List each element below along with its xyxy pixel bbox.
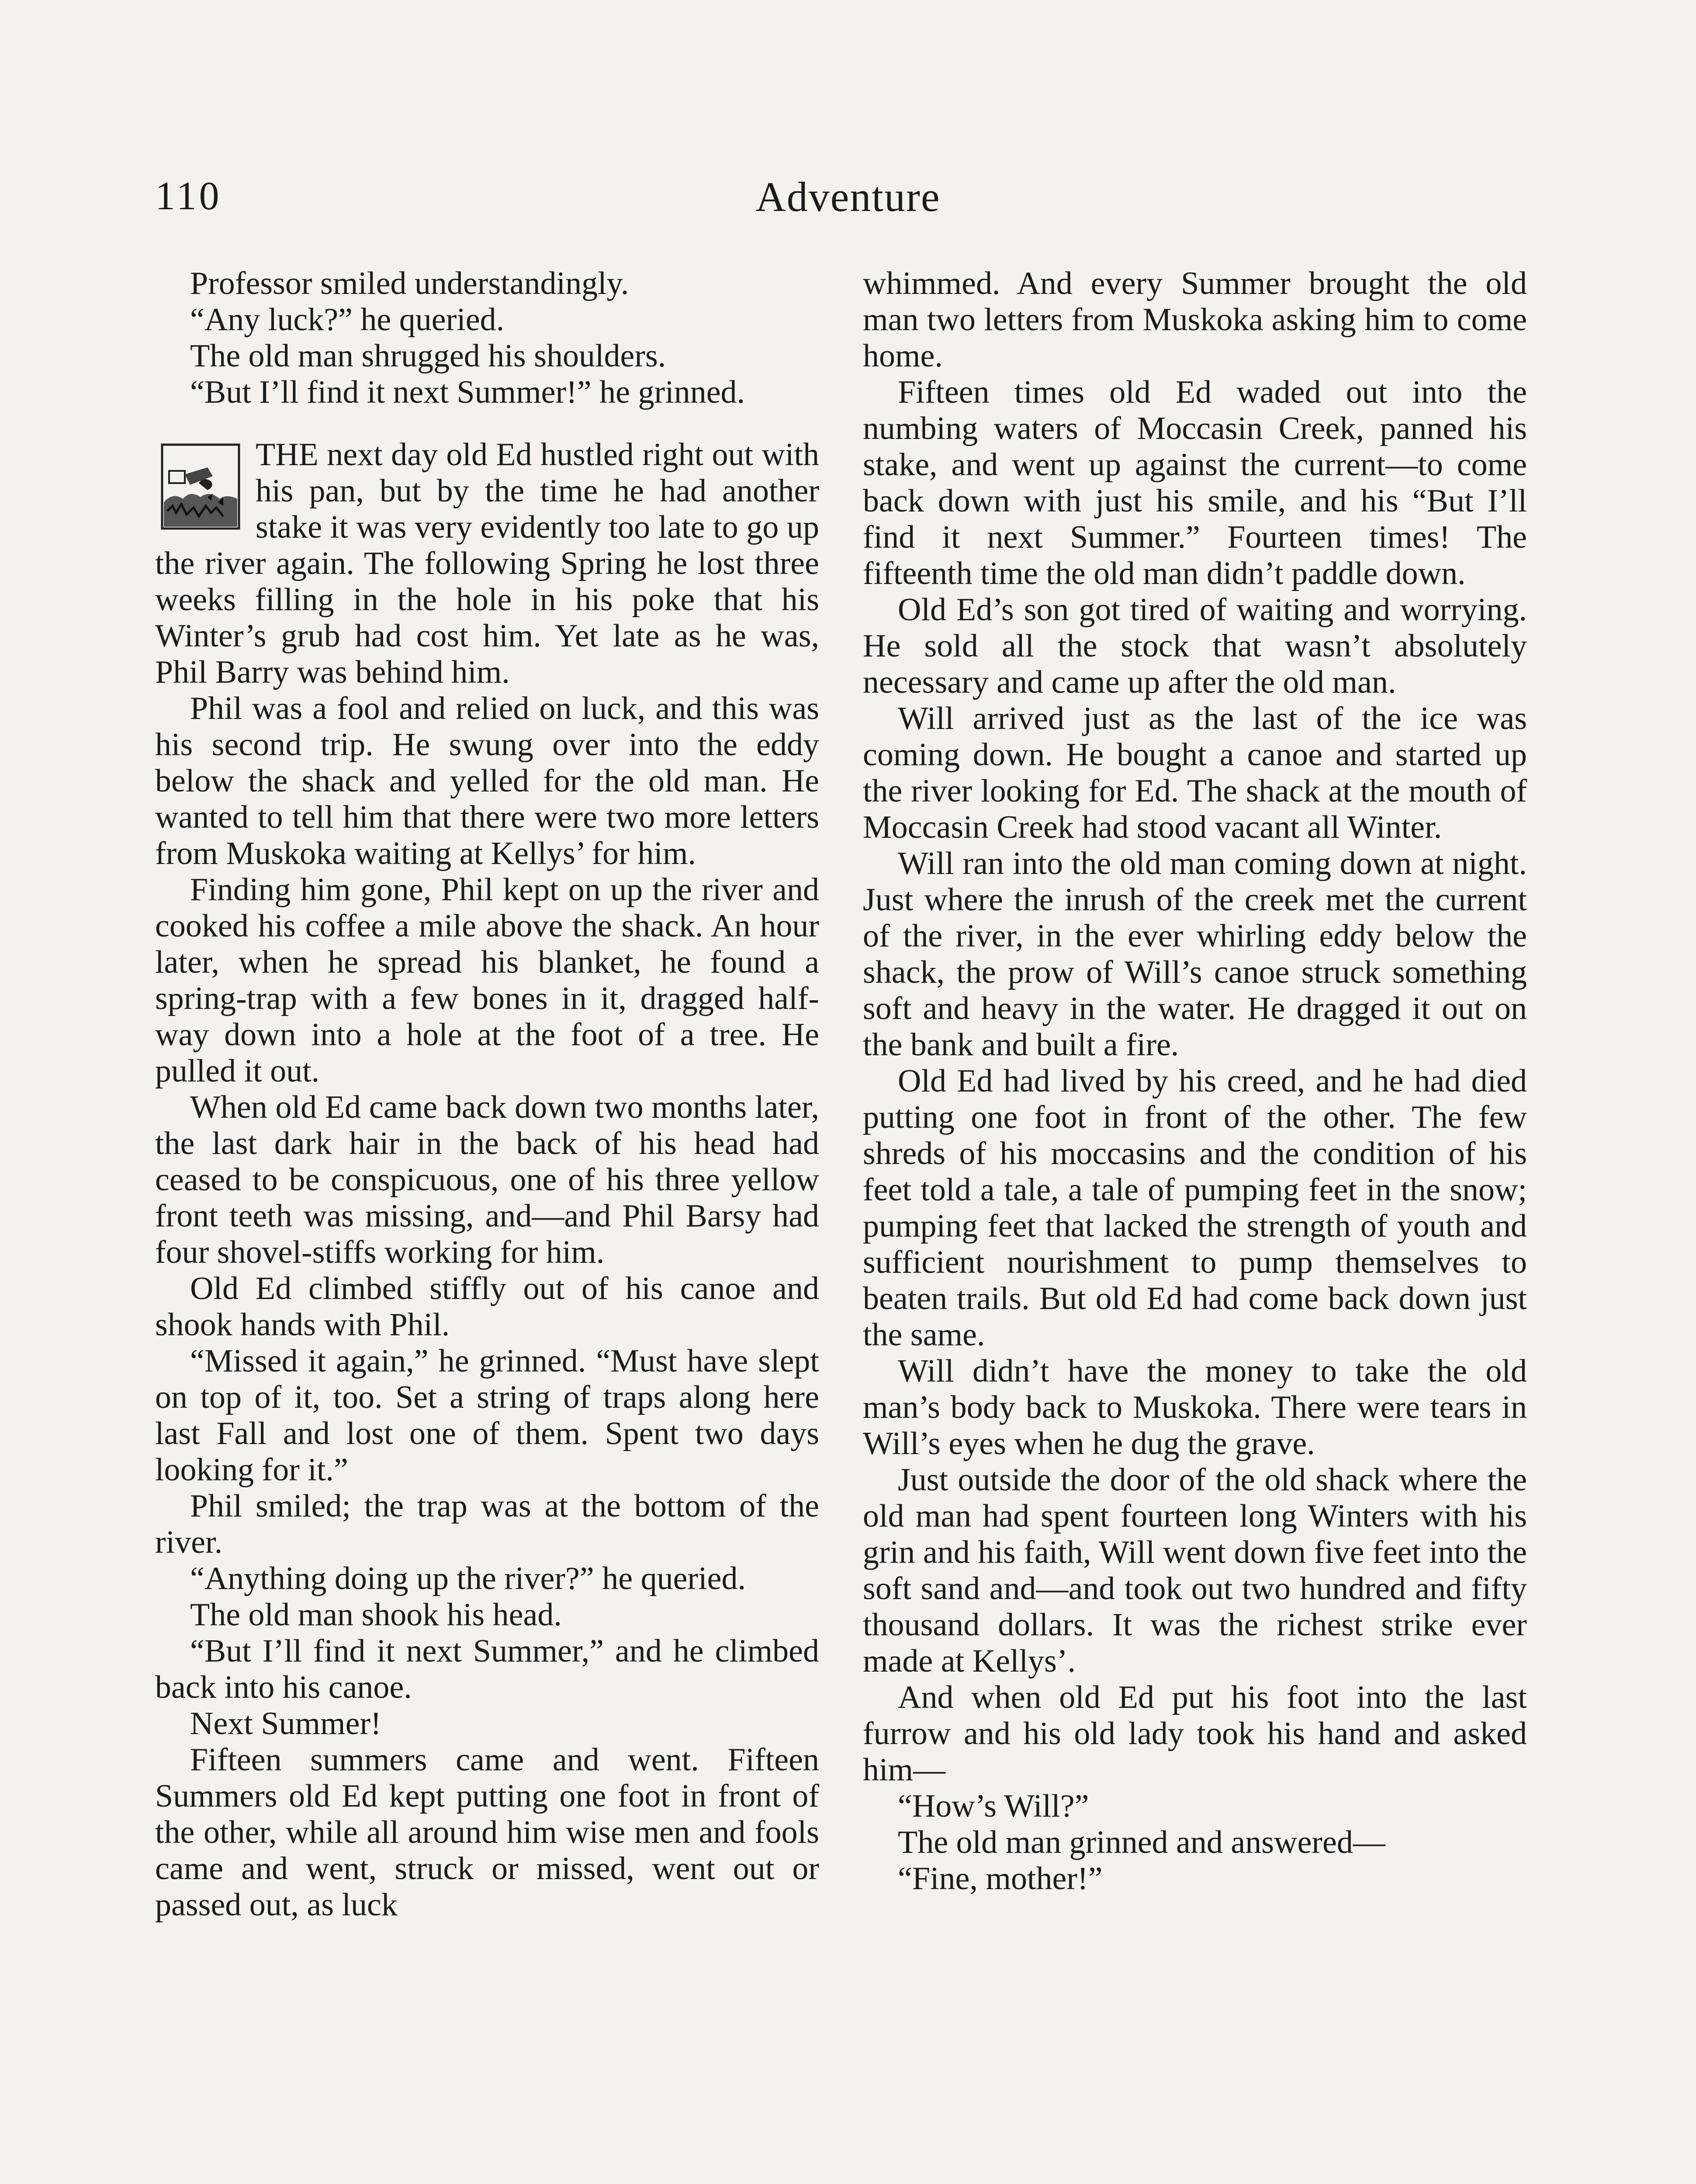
paragraph: And when old Ed put his foot into the last furrow and his old lady took his hand and asked him— bbox=[863, 1679, 1527, 1788]
paragraph: Old Ed had lived by his creed, and he had died putting one foot in front of the other. The few shreds of his moccasins and the condition of his feet told a tale, a tale of pumping feet in the snow; pumping feet that lacked the strength of youth and sufficient nourishment to pump themselves to beaten trails. But old Ed had come back down just the same. bbox=[863, 1063, 1527, 1353]
paragraph: The old man shook his head. bbox=[190, 1597, 562, 1633]
paragraph: Finding him gone, Phil kept on up the river and cooked his coffee a mile above the shack. An hour later, when he spread his blanket, he found a spring-trap with a few bones in it, dragged half-way down into a hole at the foot of a tree. He pulled it out. bbox=[155, 872, 819, 1089]
paragraph-continued: whimmed. And every Summer brought the old man two letters from Muskoka asking him to come home. bbox=[863, 266, 1527, 374]
paragraph: The old man shrugged his shoulders. bbox=[190, 338, 666, 374]
paragraph: Old Ed climbed stiffly out of his canoe and shook hands with Phil. bbox=[155, 1271, 819, 1343]
paragraph: Fifteen times old Ed waded out into the numbing waters of Moccasin Creek, panned his stake, and went up against the current—to come back down with just his smile, and his “But I’ll find it next Summer.” Fourteen times! The fifteenth time the old man didn’t paddle down. bbox=[863, 374, 1527, 591]
paragraph: Next Summer! bbox=[190, 1706, 381, 1742]
paragraph: “But I’ll find it next Summer!” he grinned. bbox=[190, 374, 745, 410]
paragraph-text: THE next day old Ed hustled right out with his pan, but by the time he had another stake it was very evidently too late to go up the river again. The following Spring he lost three weeks filling in the hole in his poke that his Winter’s grub had cost him. Yet late as he was, Phil Barry was behind him. bbox=[155, 437, 819, 690]
paragraph: “Any luck?” he queried. bbox=[190, 302, 505, 338]
paragraph: Professor smiled understandingly. bbox=[190, 266, 629, 301]
section-opening-paragraph bbox=[155, 437, 819, 691]
page-number: 110 bbox=[155, 173, 222, 218]
paragraph: Phil was a fool and relied on luck, and this was his second trip. He swung over into the eddy below the shack and yelled for the old man. He wanted to tell him that there were two more letters from Muskoka waiting at Kellys’ for him. bbox=[155, 691, 819, 871]
paragraph: Fifteen summers came and went. Fifteen Summers old Ed kept putting one foot in front of the other, while all around him wise men and fools came and went, struck or missed, went out or passed out, as luck bbox=[155, 1742, 819, 1923]
paragraph: “Missed it again,” he grinned. “Must have slept on top of it, too. Set a string of traps along here last Fall and lost one of them. Spent two days looking for it.” bbox=[155, 1343, 819, 1488]
paragraph: Just outside the door of the old shack where the old man had spent fourteen long Winters with his grin and his faith, Will went down five feet into the soft sand and—and took out two hundred and fifty thousand dollars. It was the richest strike ever made at Kellys’. bbox=[863, 1462, 1527, 1679]
running-head-title: Adventure bbox=[755, 173, 941, 220]
paragraph: “But I’ll find it next Summer,” and he climbed back into his canoe. bbox=[155, 1633, 819, 1705]
left-column bbox=[155, 266, 819, 1923]
paragraph: “How’s Will?” bbox=[898, 1788, 1089, 1824]
paragraph: The old man grinned and answered— bbox=[898, 1825, 1385, 1860]
paragraph: When old Ed came back down two months later, the last dark hair in the back of his head had ceased to be conspicuous, one of his three yellow front teeth was missing, and—and Phil Barsy had four shovel-stiffs working for him. bbox=[155, 1089, 819, 1270]
paragraph: Will ran into the old man coming down at night. Just where the inrush of the creek met the current of the river, in the ever whirling eddy below the shack, the prow of Will’s canoe struck something soft and heavy in the water. He dragged it out on the bank and built a fire. bbox=[863, 846, 1527, 1063]
vignette-icon bbox=[155, 441, 242, 533]
paragraph: “Fine, mother!” bbox=[898, 1861, 1103, 1897]
right-column bbox=[863, 266, 1527, 1897]
paragraph: “Anything doing up the river?” he queried. bbox=[190, 1561, 746, 1597]
paragraph: Old Ed’s son got tired of waiting and worrying. He sold all the stock that wasn’t absolutely necessary and came up after the old man. bbox=[863, 592, 1527, 700]
paragraph: Phil smiled; the trap was at the bottom of the river. bbox=[155, 1488, 819, 1560]
paragraph: Will arrived just as the last of the ice was coming down. He bought a canoe and started up the river looking for Ed. The shack at the mouth of Moccasin Creek had stood vacant all Winter. bbox=[863, 701, 1527, 845]
paragraph: Will didn’t have the money to take the old man’s body back to Muskoka. There were tears in Will’s eyes when he dug the grave. bbox=[863, 1353, 1527, 1462]
